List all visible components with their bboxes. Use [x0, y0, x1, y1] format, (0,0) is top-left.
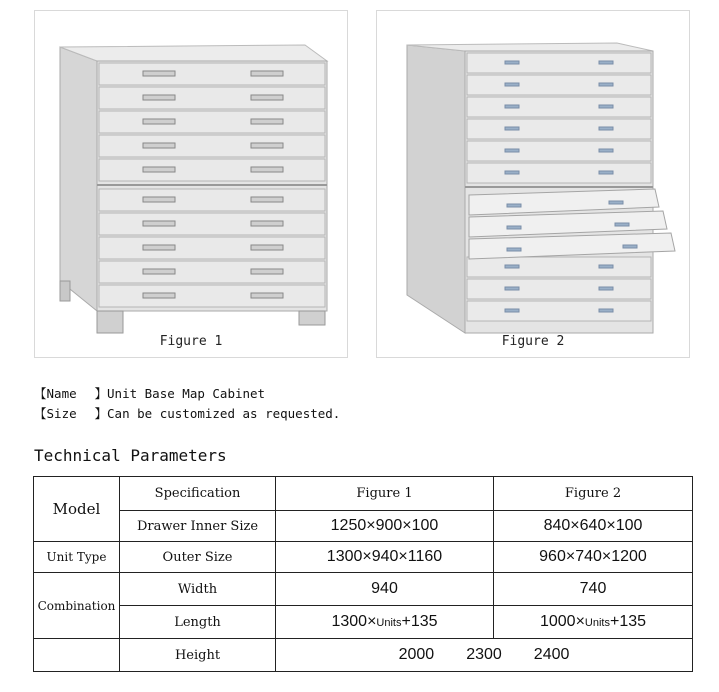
empty-cell: [34, 639, 120, 672]
height-value: 2300: [466, 646, 502, 663]
table-row: [34, 477, 693, 511]
length-fig1: [276, 606, 494, 639]
width-label: Width: [120, 573, 276, 606]
table-row: [34, 639, 693, 672]
height-value: 2400: [533, 646, 570, 663]
height-value: 2000: [398, 646, 435, 663]
combination-label: Combination: [34, 573, 120, 639]
drawer-inner-size-fig2: 840×640×100: [494, 511, 693, 542]
open-bracket: 【: [34, 406, 47, 421]
drawer-inner-size-fig1: 1250×900×100: [276, 511, 494, 542]
model-header: Model: [34, 477, 120, 542]
length-label: Length: [120, 606, 276, 639]
name-key: Name: [46, 386, 77, 401]
figure-2-caption: Figure 2: [501, 334, 565, 349]
drawer-inner-size-label: Drawer Inner Size: [120, 511, 276, 542]
unit-type-label: Unit Type: [34, 542, 120, 573]
outer-size-label: Outer Size: [120, 542, 276, 573]
length-offset: +135: [401, 613, 438, 630]
figure-2-header: Figure 2: [494, 477, 693, 511]
figure-1-caption: Figure 1: [159, 334, 223, 349]
length-unit: Units: [376, 617, 402, 629]
open-bracket: 【: [34, 386, 47, 401]
close-bracket: 】: [94, 386, 108, 401]
length-fig2-base: 1000×: [539, 613, 585, 630]
length-fig1-base: 1300×: [331, 613, 377, 630]
length-fig2: [494, 606, 693, 639]
height-values: [276, 639, 693, 672]
figure-1-panel: [34, 10, 348, 358]
close-bracket: 】: [94, 406, 108, 421]
table-row: [34, 511, 693, 542]
width-fig1: 940: [276, 573, 494, 606]
outer-size-fig1: 1300×940×1160: [276, 542, 494, 573]
name-value: Unit Base Map Cabinet: [107, 386, 266, 401]
height-label: Height: [120, 639, 276, 672]
cabinet-open-image: [377, 11, 689, 357]
table-row: [34, 573, 693, 606]
width-fig2: 740: [494, 573, 693, 606]
cabinet-closed-image: [35, 11, 347, 357]
figure-1-header: Figure 1: [276, 477, 494, 511]
technical-parameters-table: [33, 476, 693, 672]
specification-header: Specification: [120, 477, 276, 511]
outer-size-fig2: 960×740×1200: [494, 542, 693, 573]
size-value: Can be customized as requested.: [107, 406, 341, 421]
table-row: [34, 542, 693, 573]
section-title: Technical Parameters: [34, 446, 227, 465]
product-size-line: [34, 404, 340, 422]
length-offset: +135: [609, 613, 647, 630]
product-name-line: [34, 384, 265, 402]
figure-2-panel: [376, 10, 690, 358]
size-key: Size: [46, 406, 77, 421]
table-row: [34, 606, 693, 639]
length-unit: Units: [584, 617, 610, 629]
